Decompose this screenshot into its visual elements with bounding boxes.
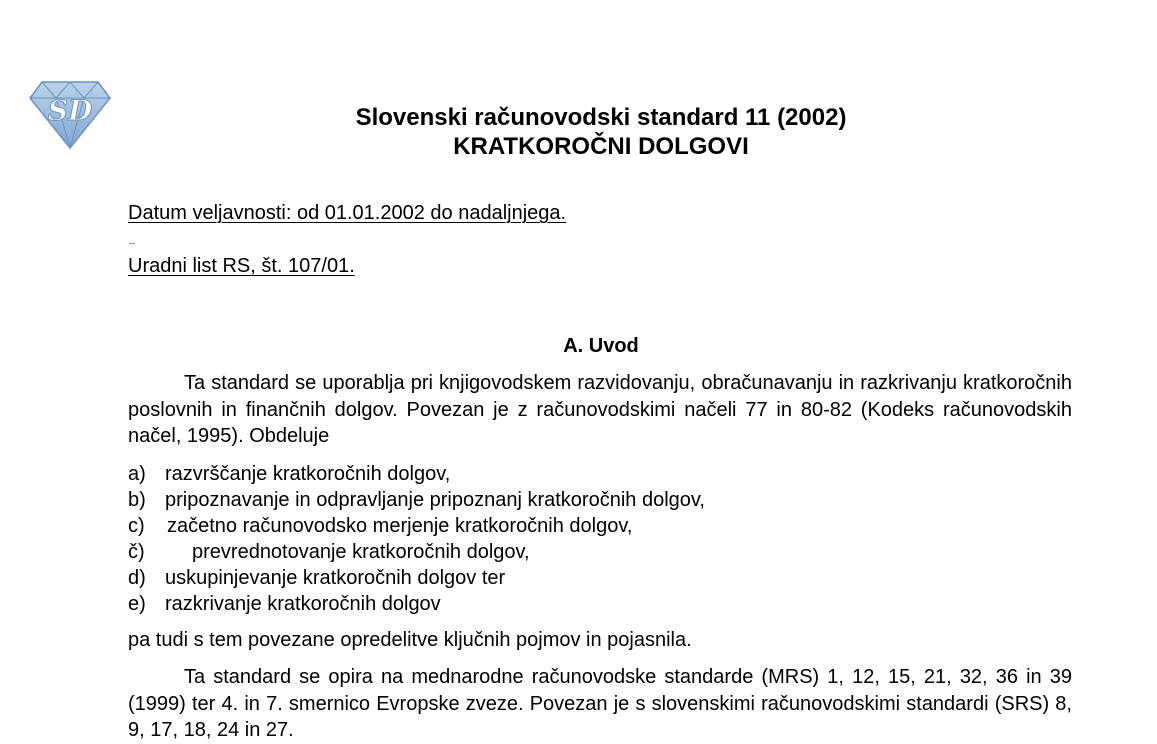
list-marker: c) <box>128 515 145 537</box>
title-line-1: Slovenski računovodski standard 11 (2002) <box>355 104 847 131</box>
divider-mark <box>129 243 135 244</box>
list-item <box>128 487 705 513</box>
list-text: razvrščanje kratkoročnih dolgov, <box>165 463 451 485</box>
validity-link[interactable]: Datum veljavnosti: od 01.01.2002 do nadaljnjega. <box>128 202 567 224</box>
list-item <box>128 513 705 539</box>
list-marker: b) <box>128 489 146 511</box>
list-marker: e) <box>128 593 146 615</box>
document-title <box>0 103 1157 161</box>
list-item <box>128 591 705 617</box>
gazette-link[interactable]: Uradni list RS, št. 107/01. <box>128 255 355 277</box>
topics-list <box>128 461 705 617</box>
list-marker: a) <box>128 463 146 485</box>
intro-paragraph: Ta standard se uporablja pri knjigovodskem razvidovanju, obračunavanju in razkrivanju kratkoročnih poslovnih in finančnih dolgov. Povezan je z računovodskimi načeli 77 in 80-82 (Kodeks računovodskih načel, 1995). Obdeluje <box>128 372 1072 447</box>
logo-letters: SD <box>47 94 93 127</box>
after-list-text: pa tudi s tem povezane opredelitve ključnih pojmov in pojasnila. <box>128 629 692 651</box>
list-text: razkrivanje kratkoročnih dolgov <box>165 593 441 615</box>
section-title: A. Uvod <box>563 335 639 357</box>
list-item <box>128 565 705 591</box>
list-item <box>128 539 705 565</box>
list-item <box>128 461 705 487</box>
list-text: prevrednotovanje kratkoročnih dolgov, <box>192 541 530 563</box>
title-line-2: KRATKOROČNI DOLGOVI <box>453 133 749 160</box>
list-text: pripoznavanje in odpravljanje pripoznanj kratkoročnih dolgov, <box>165 489 705 511</box>
list-text: uskupinjevanje kratkoročnih dolgov ter <box>165 567 506 589</box>
basis-paragraph: Ta standard se opira na mednarodne računovodske standarde (MRS) 1, 12, 15, 21, 32, 36 in 39 (1999) ter 4. in 7. smernico Evropske zveze. Povezan je s slovenskimi računovodskimi standardi (SRS) 8, 9, 17, 18, 24 in 27. <box>128 666 1072 741</box>
list-marker: č) <box>128 541 145 563</box>
list-text: začetno računovodsko merjenje kratkoročnih dolgov, <box>167 515 633 537</box>
list-marker: d) <box>128 567 146 589</box>
